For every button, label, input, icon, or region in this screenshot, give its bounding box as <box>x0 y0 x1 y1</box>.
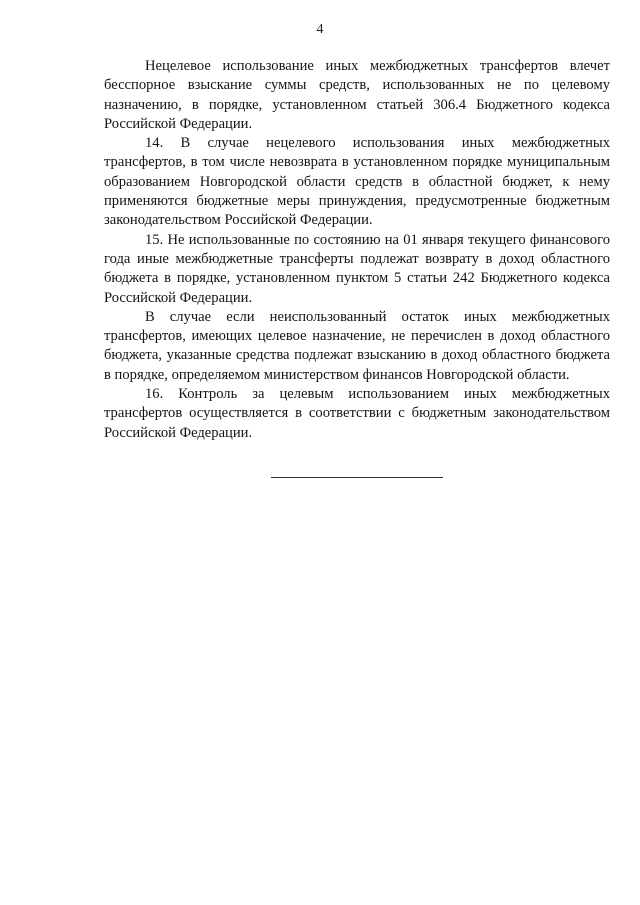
page-number: 4 <box>316 22 324 37</box>
end-of-document-rule <box>271 477 443 478</box>
document-body <box>104 57 610 443</box>
paragraph-misuse-consequence: Нецелевое использование иных межбюджетных трансфертов влечет бесспорное взыскание суммы средств, использованных не по целевому назначению, в порядке, установленном статьей 306.4 Бюджетного кодекса Российской Федерации. <box>104 58 610 132</box>
paragraph-14: 14. В случае нецелевого использования иных межбюджетных трансфертов, в том числе невозврата в установленном порядке муниципальным образованием Новгородской области средств в областной бюджет, к нему применяются бюджетные меры принуждения, предусмотренные бюджетным законодательством Российской Федерации. <box>104 135 610 229</box>
paragraph-15: 15. Не использованные по состоянию на 01 января текущего финансового года иные межбюджетные трансферты подлежат возврату в доход областного бюджета в порядке, установленном пунктом 5 статьи 242 Бюджетного кодекса Российской Федерации. <box>104 231 610 306</box>
paragraph-16: 16. Контроль за целевым использованием иных межбюджетных трансфертов осуществляется в соответствии с бюджетным законодательством Российской Федерации. <box>104 386 610 441</box>
paragraph-unused-balance: В случае если неиспользованный остаток иных межбюджетных трансфертов, имеющих целевое назначение, не перечислен в доход областного бюджета, указанные средства подлежат взысканию в доход областного бюджета в порядке, определяемом министерством финансов Новгородской области. <box>104 308 610 383</box>
